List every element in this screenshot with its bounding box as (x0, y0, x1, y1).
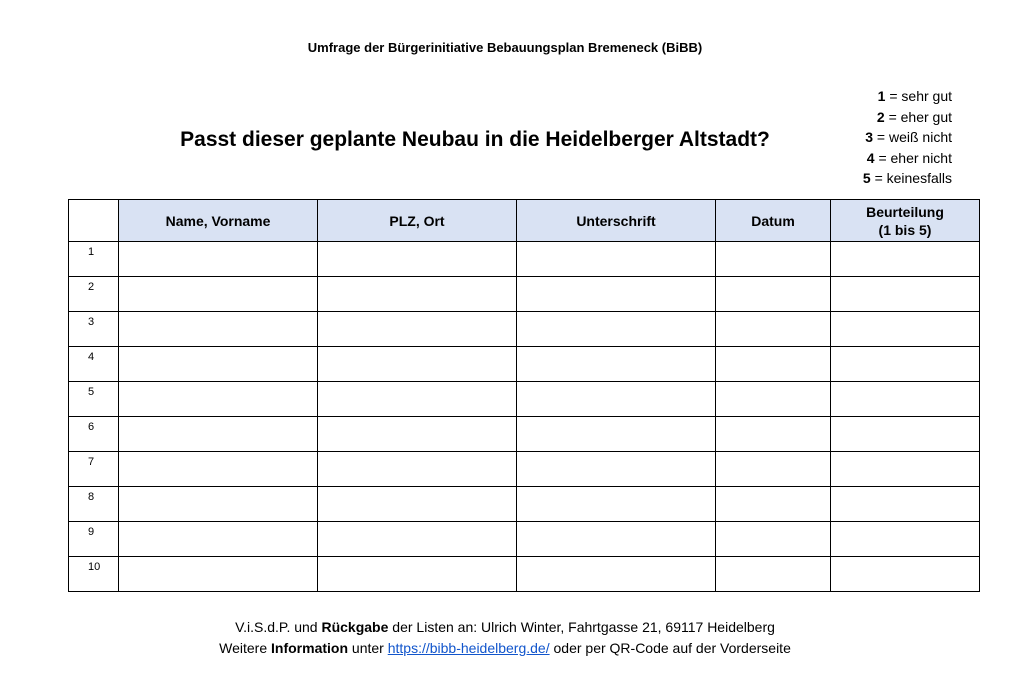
signature-table (68, 199, 980, 592)
name-cell[interactable] (119, 522, 318, 557)
rating-cell[interactable] (831, 557, 980, 592)
footer-return-line (0, 617, 1010, 638)
legend-text: = keinesfalls (874, 170, 952, 187)
row-number: 4 (69, 347, 119, 382)
footer-text: V.i.S.d.P. und (235, 619, 322, 635)
legend-number: 3 (865, 129, 874, 146)
plz-cell[interactable] (318, 277, 517, 312)
plz-cell[interactable] (318, 522, 517, 557)
signature-cell[interactable] (517, 522, 716, 557)
legend-text: = eher nicht (878, 149, 952, 166)
row-number: 3 (69, 312, 119, 347)
table-row (69, 417, 980, 452)
rating-legend (863, 86, 952, 189)
name-cell[interactable] (119, 312, 318, 347)
date-cell[interactable] (716, 277, 831, 312)
website-link[interactable]: https://bibb-heidelberg.de/ (387, 640, 550, 656)
rating-header-line1: Beurteilung (866, 203, 944, 220)
table-row (69, 557, 980, 592)
date-cell[interactable] (716, 382, 831, 417)
table-row (69, 312, 980, 347)
rating-cell[interactable] (831, 277, 980, 312)
legend-text: = eher gut (888, 108, 952, 125)
date-cell[interactable] (716, 242, 831, 277)
signature-cell[interactable] (517, 312, 716, 347)
header-corner-cell (69, 200, 119, 242)
rating-cell[interactable] (831, 382, 980, 417)
signature-cell[interactable] (517, 417, 716, 452)
survey-title: Umfrage der Bürgerinitiative Bebauungsplan Bremeneck (BiBB) (307, 40, 703, 55)
row-number: 1 (69, 242, 119, 277)
table-row (69, 347, 980, 382)
row-number: 8 (69, 487, 119, 522)
legend-item (863, 168, 952, 189)
legend-text: = weiß nicht (876, 129, 952, 146)
date-cell[interactable] (716, 417, 831, 452)
row-number: 9 (69, 522, 119, 557)
date-cell[interactable] (716, 312, 831, 347)
footer-bold-text: Rückgabe (321, 619, 389, 635)
date-cell[interactable] (716, 557, 831, 592)
footer (0, 617, 1010, 659)
rating-cell[interactable] (831, 452, 980, 487)
plz-cell[interactable] (318, 557, 517, 592)
legend-number: 1 (877, 88, 886, 104)
rating-cell[interactable] (831, 522, 980, 557)
name-cell[interactable] (119, 277, 318, 312)
table-row (69, 382, 980, 417)
column-header-signature: Unterschrift (517, 200, 716, 242)
name-cell[interactable] (119, 382, 318, 417)
rating-cell[interactable] (831, 347, 980, 382)
legend-text: = sehr gut (889, 88, 952, 104)
row-number: 5 (69, 382, 119, 417)
row-number: 10 (69, 557, 119, 592)
signature-cell[interactable] (517, 452, 716, 487)
date-cell[interactable] (716, 452, 831, 487)
legend-number: 2 (876, 108, 885, 125)
plz-cell[interactable] (318, 312, 517, 347)
rating-cell[interactable] (831, 312, 980, 347)
name-cell[interactable] (119, 452, 318, 487)
table-header-row (69, 200, 980, 242)
date-cell[interactable] (716, 347, 831, 382)
plz-cell[interactable] (318, 417, 517, 452)
name-cell[interactable] (119, 242, 318, 277)
footer-text: der Listen an: Ulrich Winter, Fahrtgasse 21, 69117 Heidelberg (388, 619, 775, 635)
table-row (69, 242, 980, 277)
table-row (69, 522, 980, 557)
date-cell[interactable] (716, 522, 831, 557)
footer-text: Weitere (219, 640, 272, 656)
rating-cell[interactable] (831, 487, 980, 522)
signature-cell[interactable] (517, 347, 716, 382)
name-cell[interactable] (119, 347, 318, 382)
row-number: 7 (69, 452, 119, 487)
legend-item (863, 107, 952, 128)
legend-item (863, 127, 952, 148)
plz-cell[interactable] (318, 347, 517, 382)
column-header-plz: PLZ, Ort (318, 200, 517, 242)
signature-cell[interactable] (517, 557, 716, 592)
plz-cell[interactable] (318, 452, 517, 487)
legend-item (863, 148, 952, 169)
legend-item (863, 86, 952, 107)
name-cell[interactable] (119, 417, 318, 452)
plz-cell[interactable] (318, 382, 517, 417)
signature-cell[interactable] (517, 277, 716, 312)
plz-cell[interactable] (318, 487, 517, 522)
row-number: 2 (69, 277, 119, 312)
column-header-date: Datum (716, 200, 831, 242)
name-cell[interactable] (119, 557, 318, 592)
legend-number: 5 (862, 170, 871, 187)
table-row (69, 277, 980, 312)
plz-cell[interactable] (318, 242, 517, 277)
rating-cell[interactable] (831, 242, 980, 277)
table-row (69, 487, 980, 522)
footer-text: oder per QR-Code auf der Vorderseite (549, 640, 791, 656)
table-row (69, 452, 980, 487)
rating-cell[interactable] (831, 417, 980, 452)
date-cell[interactable] (716, 487, 831, 522)
signature-cell[interactable] (517, 382, 716, 417)
rating-header-line2: (1 bis 5) (878, 221, 932, 238)
footer-text: unter (348, 640, 388, 656)
row-number: 6 (69, 417, 119, 452)
legend-number: 4 (866, 149, 875, 166)
name-cell[interactable] (119, 487, 318, 522)
page-title: Passt dieser geplante Neubau in die Heidelberger Altstadt? (180, 128, 770, 151)
footer-bold-text: Information (271, 640, 349, 656)
column-header-rating (831, 200, 980, 242)
signature-cell[interactable] (517, 242, 716, 277)
footer-info-line (0, 638, 1010, 659)
signature-cell[interactable] (517, 487, 716, 522)
column-header-name: Name, Vorname (119, 200, 318, 242)
